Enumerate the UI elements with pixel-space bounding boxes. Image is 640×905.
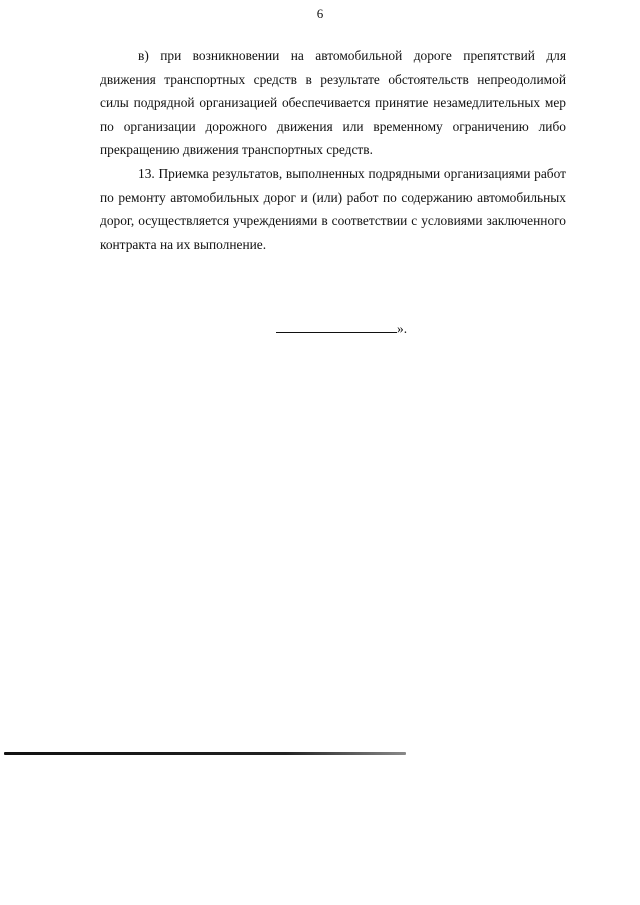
document-body (100, 44, 566, 256)
closing-line (276, 320, 407, 337)
closing-quote-mark: ». (397, 321, 408, 336)
paragraph-v: в) при возникновении на автомобильной дороге препятствий для движения транспортных средств в результате обстоятельств непреодолимой силы подрядной организацией обеспечивается принятие незамедлительных мер по организации дорожного движения или временному ограничению либо прекращению движения транспортных средств. (100, 48, 566, 158)
signature-blank-line (276, 320, 397, 333)
paragraph-13: 13. Приемка результатов, выполненных подрядными организациями работ по ремонту автомобильных дорог и (или) работ по содержанию автомобильных дорог, осуществляется учреждениями в соответствии с условиями заключенного контракта на их выполнение. (100, 165, 566, 252)
page-number: 6 (316, 6, 324, 21)
scan-artifact-line (4, 752, 406, 755)
